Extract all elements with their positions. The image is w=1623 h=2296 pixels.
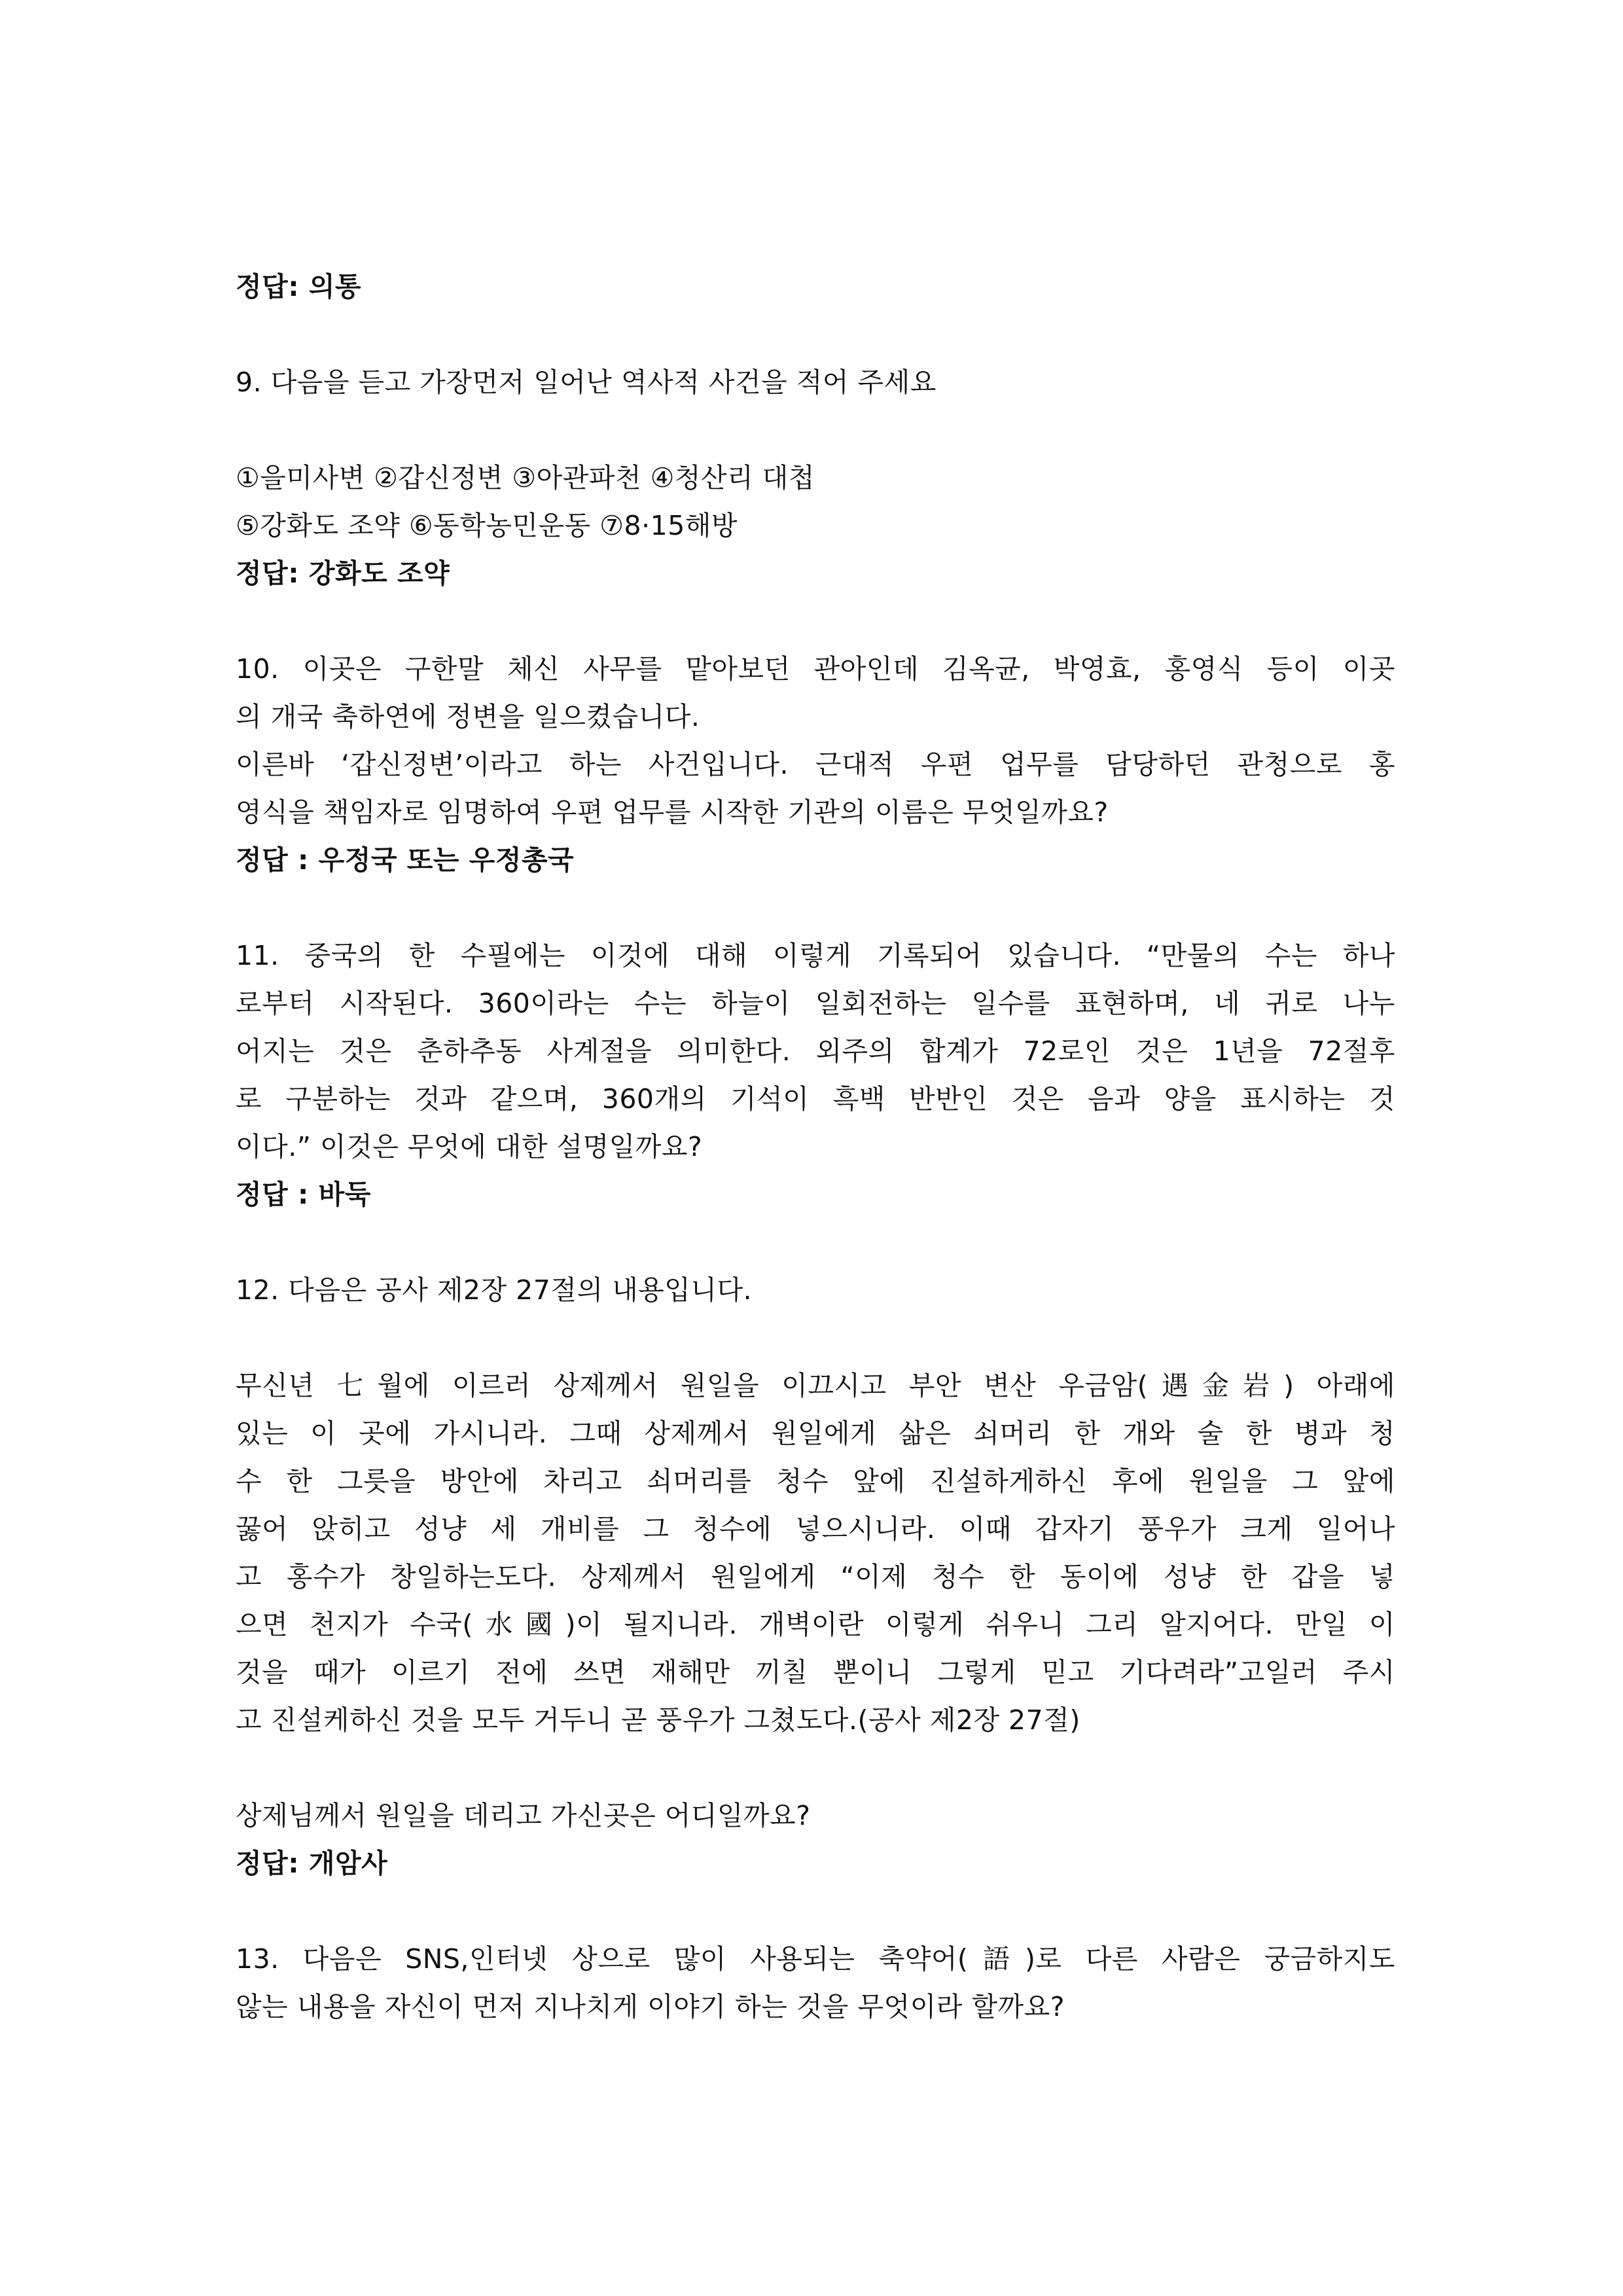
q10-line-1: 10. 이곳은 구한말 체신 사무를 맡아보던 관아인데 김옥균, 박영효, 홍영식 등이 이곳 <box>236 653 1395 685</box>
q12-intro: 12. 다음은 공사 제2장 27절의 내용입니다. <box>236 1274 753 1306</box>
q12-answer: 정답: 개암사 <box>236 1848 388 1879</box>
q11-line-4: 로 구분하는 것과 같으며, 360개의 기석이 흑백 반반인 것은 음과 양을 표시하는 것 <box>236 1083 1395 1115</box>
q12-question: 상제님께서 원일을 데리고 가신곳은 어디일까요? <box>236 1800 811 1831</box>
q12-passage-line-8: 고 진설케하신 것을 모두 거두니 곧 풍우가 그쳤도다.(공사 제2장 27절) <box>236 1704 1080 1736</box>
q9-question: 9. 다음을 듣고 가장먼저 일어난 역사적 사건을 적어 주세요 <box>236 367 936 398</box>
q12-passage-line-5: 고 홍수가 창일하는도다. 상제께서 원일에게 “이제 청수 한 동이에 성냥 한 갑을 넣 <box>236 1561 1395 1592</box>
spacer <box>236 1219 1395 1266</box>
q12-passage-line-3: 수 한 그릇을 방안에 차리고 쇠머리를 청수 앞에 진설하게하신 후에 원일을 그 앞에 <box>236 1465 1395 1497</box>
spacer <box>236 406 1395 454</box>
spacer <box>236 598 1395 645</box>
q11-line-5: 이다.” 이것은 무엇에 대한 설명일까요? <box>236 1131 703 1162</box>
q10-line-2: 의 개국 축하연에 정변을 일으켰습니다. <box>236 701 700 732</box>
q10-line-3: 이른바 ‘갑신정변’이라고 하는 사건입니다. 근대적 우편 업무를 담당하던 관청으로 홍 <box>236 749 1395 780</box>
q11-answer: 정답 : 바둑 <box>236 1179 371 1210</box>
q12-passage-line-4: 꿇어 앉히고 성냥 세 개비를 그 청수에 넣으시니라. 이때 갑자기 풍우가 크게 일어나 <box>236 1513 1395 1545</box>
spacer <box>236 1314 1395 1362</box>
q10-line-4: 영식을 책임자로 임명하여 우편 업무를 시작한 기관의 이름은 무엇일까요? <box>236 797 1109 828</box>
q12-passage-line-2: 있는 이 곳에 가시니라. 그때 상제께서 원일에게 삶은 쇠머리 한 개와 술 한 병과 청 <box>236 1418 1395 1449</box>
q13-line-2: 않는 내용을 자신이 먼저 지나치게 이야기 하는 것을 무엇이라 할까요? <box>236 1991 1065 2022</box>
q11-line-2: 로부터 시작된다. 360이라는 수는 하늘이 일회전하는 일수를 표현하며, 네 귀로 나누 <box>236 988 1395 1019</box>
q11-line-3: 어지는 것은 춘하추동 사계절을 의미한다. 외주의 합계가 72로인 것은 1년을 72절후 <box>236 1035 1395 1067</box>
spacer <box>236 1744 1395 1792</box>
q9-options-line-1: ①을미사변 ②갑신정변 ③아관파천 ④청산리 대첩 <box>236 462 815 493</box>
q8-answer: 정답: 의통 <box>236 271 362 302</box>
q9-options-line-2: ⑤강화도 조약 ⑥동학농민운동 ⑦8·15해방 <box>236 510 738 541</box>
q11-line-1: 11. 중국의 한 수필에는 이것에 대해 이렇게 기록되어 있습니다. “만물의 수는 하나 <box>236 940 1395 971</box>
q12-passage-line-7: 것을 때가 이르기 전에 쓰면 재해만 끼칠 뿐이니 그렇게 믿고 기다려라”고일러 주시 <box>236 1657 1395 1688</box>
spacer <box>236 1888 1395 1935</box>
q12-passage-line-6: 으면 천지가 수국(水國)이 될지니라. 개벽이란 이렇게 쉬우니 그리 알지어다. 만일 이 <box>236 1609 1395 1640</box>
q13-line-1: 13. 다음은 SNS,인터넷 상으로 많이 사용되는 축약어(語)로 다른 사람은 궁금하지도 <box>236 1943 1395 1975</box>
spacer <box>236 311 1395 359</box>
q12-passage-line-1: 무신년 七월에 이르러 상제께서 원일을 이끄시고 부안 변산 우금암(遇金岩) 아래에 <box>236 1370 1395 1401</box>
q10-answer: 정답 : 우정국 또는 우정총국 <box>236 844 575 876</box>
document-body <box>236 263 1395 2031</box>
spacer <box>236 884 1395 932</box>
q9-answer: 정답: 강화도 조약 <box>236 558 450 589</box>
